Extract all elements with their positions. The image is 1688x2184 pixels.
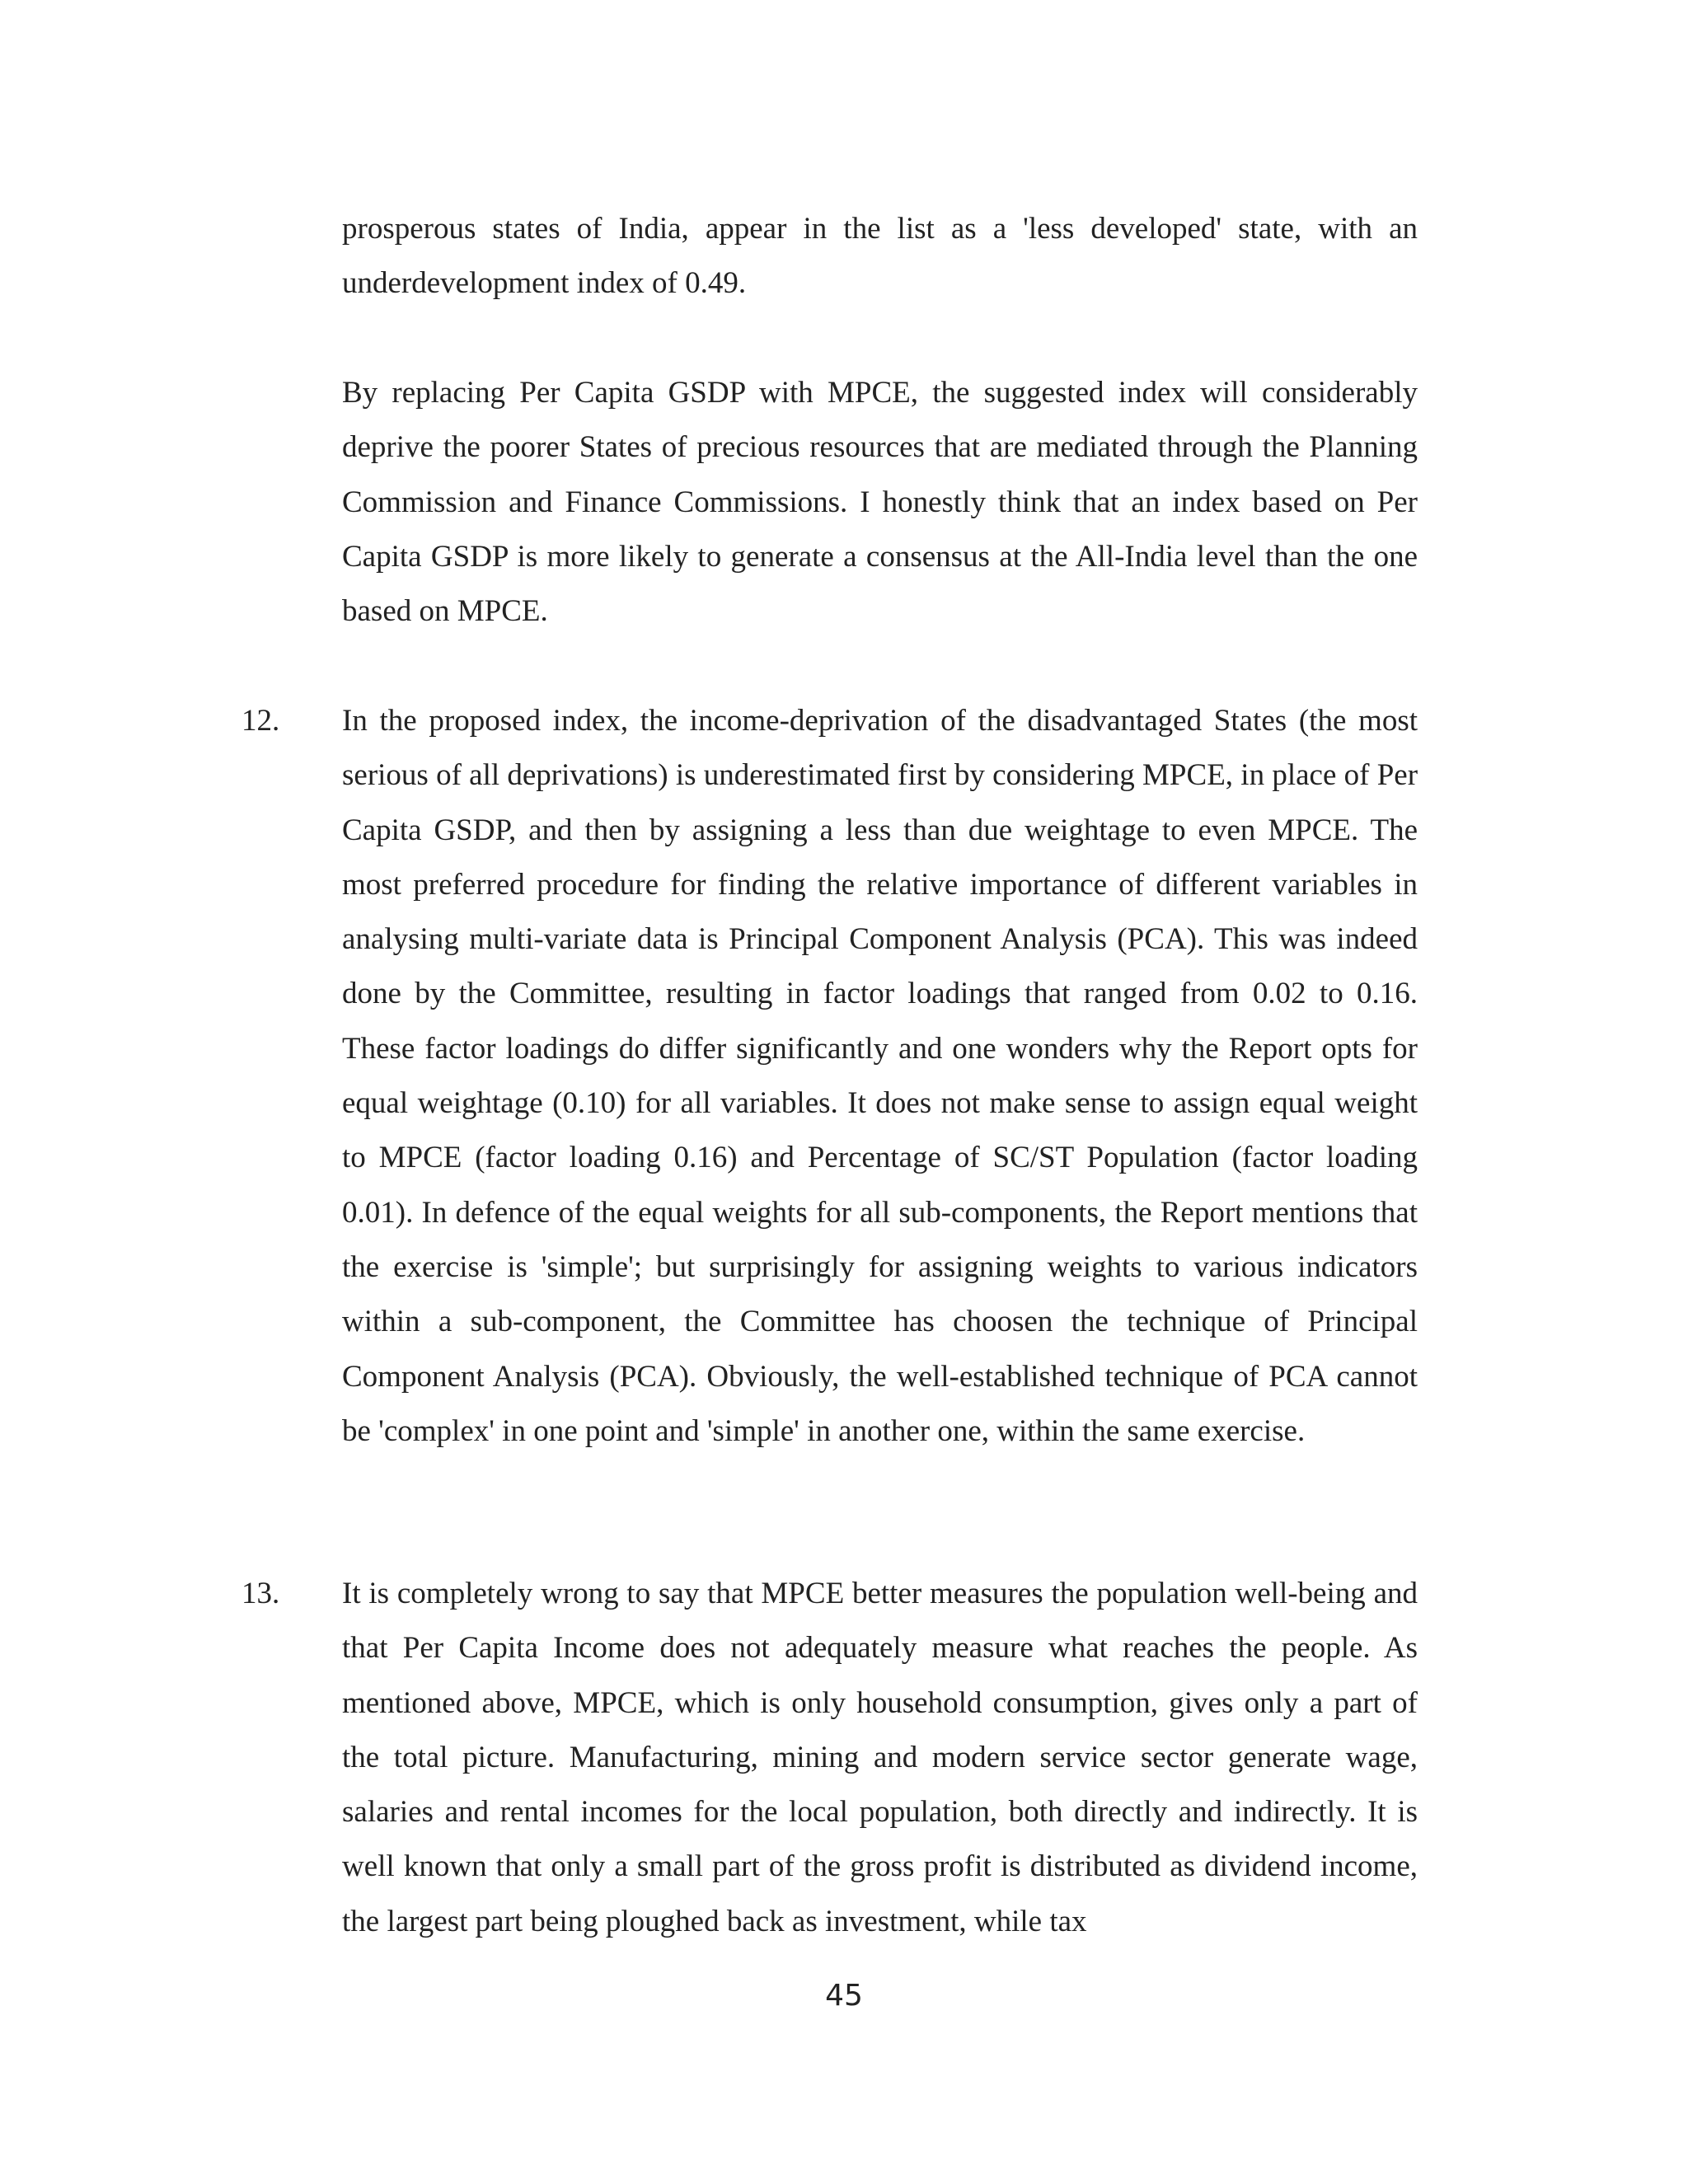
- paragraph-13: It is completely wrong to say that MPCE better measures the population well-being and that Per Capita Income does not adequately measure what reaches the people. As mentioned above, MPCE, which is only household consumption, gives only a part of the total picture. Manufacturing, mining and modern service sector generate wage, salaries and rental incomes for the local population, both directly and indirectly. It is well known that only a small part of the gross profit is distributed as dividend income, the largest part being ploughed back as investment, while tax: [342, 1577, 1418, 1938]
- paragraph-continuation: prosperous states of India, appear in the list as a 'less developed' state, with an underdevelopment index of 0.49.: [342, 212, 1418, 301]
- paragraph-number-13: 13.: [241, 1577, 280, 1610]
- paragraph-mpce-replacement: By replacing Per Capita GSDP with MPCE, the suggested index will considerably deprive the poorer States of precious resources that are mediated through the Planning Commission and Finance Commissions. I honestly think that an index based on Per Capita GSDP is more likely to generate a consensus at the All-India level than the one based on MPCE.: [342, 376, 1418, 629]
- paragraph-12: In the proposed index, the income-deprivation of the disadvantaged States (the most serious of all deprivations) is underestimated first by considering MPCE, in place of Per Capita GSDP, and then by assigning a less than due weightage to even MPCE. The most preferred procedure for finding the relative importance of different variables in analysing multi-variate data is Principal Component Analysis (PCA). This was indeed done by the Committee, resulting in factor loadings that ranged from 0.02 to 0.16. These factor loadings do differ significantly and one wonders why the Report opts for equal weightage (0.10) for all variables. It does not make sense to assign equal weight to MPCE (factor loading 0.16) and Percentage of SC/ST Population (factor loading 0.01). In defence of the equal weights for all sub-components, the Report mentions that the exercise is 'simple'; but surprisingly for assigning weights to various indicators within a sub-component, the Committee has choosen the technique of Principal Component Analysis (PCA). Obviously, the well-established technique of PCA cannot be 'complex' in one point and 'simple' in another one, within the same exercise.: [342, 704, 1418, 1448]
- paragraph-number-12: 12.: [241, 704, 280, 738]
- page-number: 45: [825, 1979, 863, 2013]
